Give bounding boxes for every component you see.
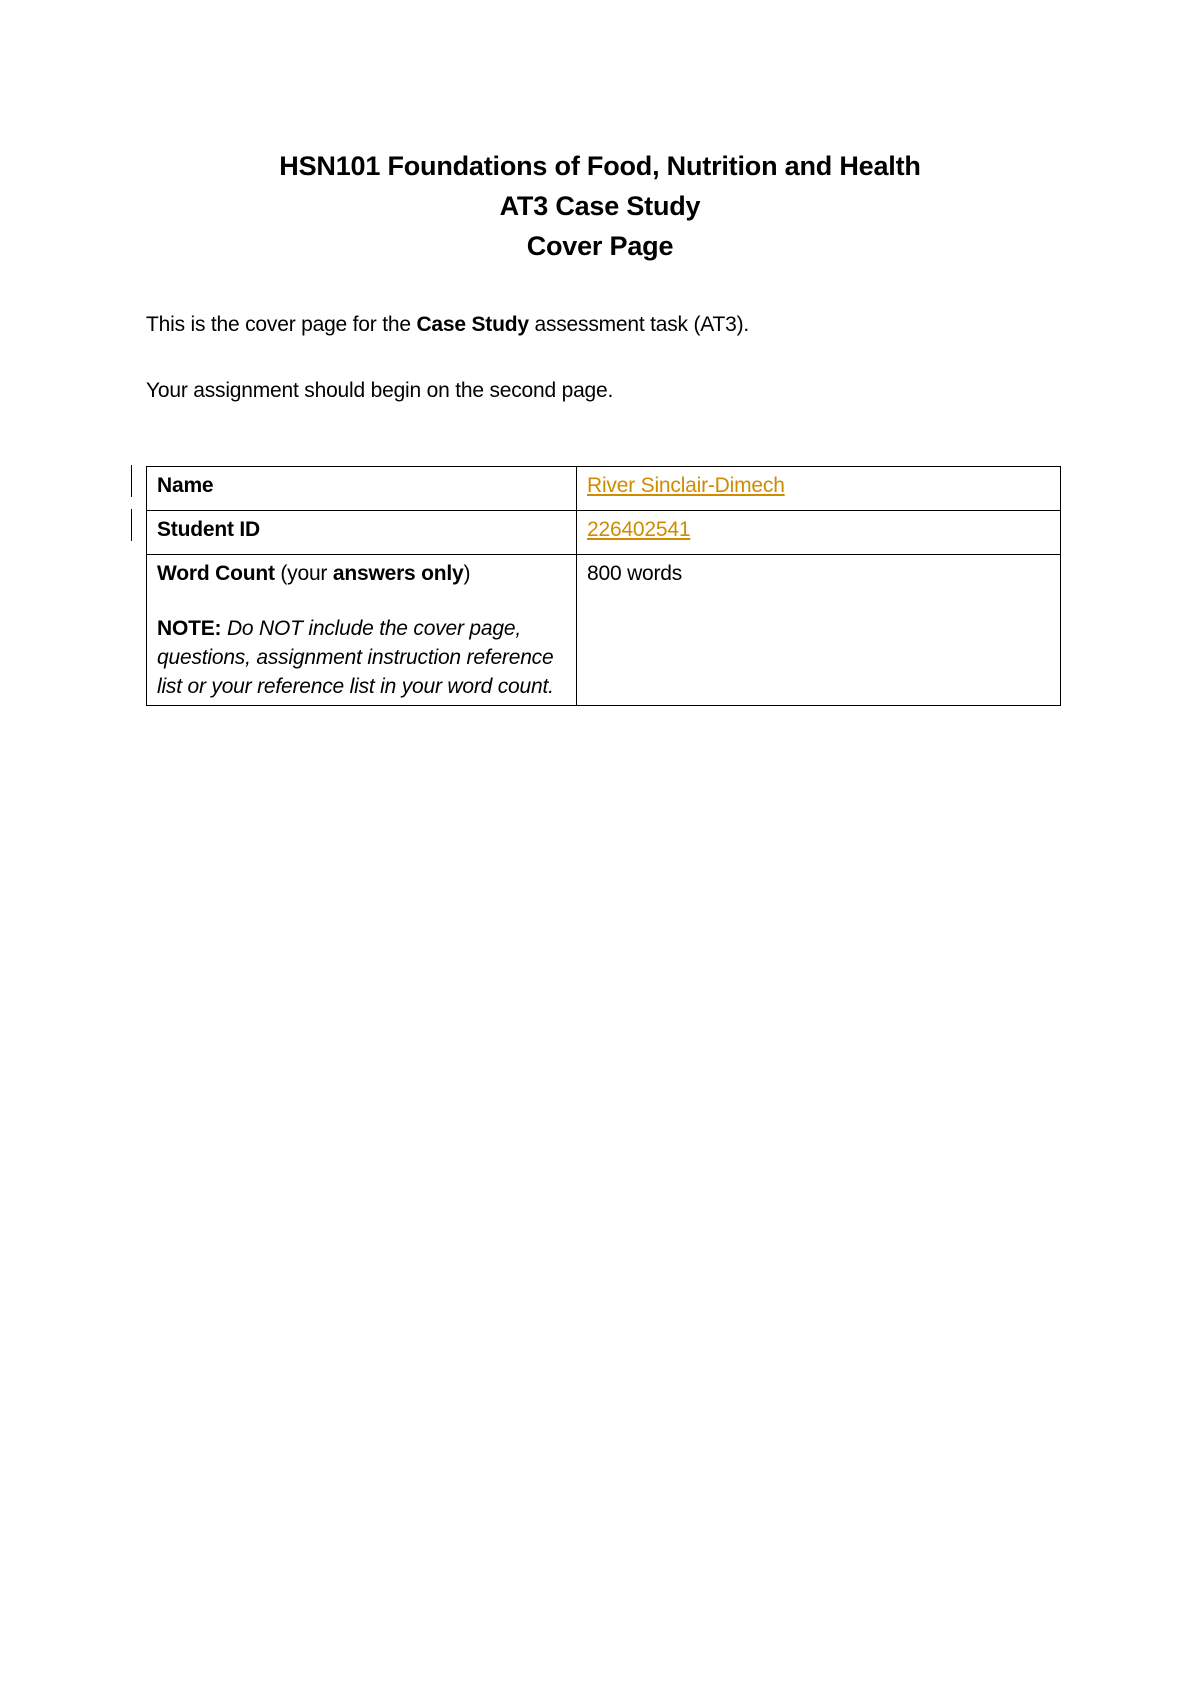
cover-page-title: Cover Page [526, 231, 674, 261]
word-count-label-cell [147, 555, 577, 706]
intro-text-start: This is the cover page for the [146, 313, 417, 336]
table-row [147, 467, 1061, 511]
word-count-label-text: (your [274, 562, 333, 585]
instruction-paragraph: Your assignment should begin on the second page. [146, 379, 614, 402]
name-label-cell [147, 467, 577, 511]
title-block [0, 146, 1200, 266]
revision-bar [131, 509, 132, 541]
word-count-label-bold: Word Count [157, 562, 275, 585]
name-value-cell[interactable] [577, 467, 1061, 511]
intro-paragraph [146, 311, 749, 339]
revision-bar [131, 465, 132, 497]
name-value-field[interactable]: River Sinclair-Dimech [587, 474, 785, 497]
word-count-label [157, 559, 566, 588]
table-row [147, 555, 1061, 706]
student-id-value-cell[interactable] [577, 511, 1061, 555]
student-id-label: Student ID [157, 518, 260, 541]
word-count-label-emphasis: answers only [332, 562, 464, 585]
intro-text-bold: Case Study [416, 313, 529, 336]
student-info-table [146, 466, 1061, 706]
note-label: NOTE: [157, 617, 222, 640]
student-id-label-cell [147, 511, 577, 555]
word-count-label-close: ) [463, 562, 471, 585]
course-title: HSN101 Foundations of Food, Nutrition and Health [279, 151, 921, 181]
word-count-note [157, 614, 566, 701]
word-count-value[interactable]: 800 words [587, 562, 683, 585]
assessment-title: AT3 Case Study [499, 191, 701, 221]
student-id-value-field[interactable]: 226402541 [587, 518, 691, 541]
word-count-value-cell[interactable] [577, 555, 1061, 706]
intro-text-end: assessment task (AT3). [528, 313, 750, 336]
note-text: Do NOT include the cover page, questions, assignment instruction reference list or your reference list in your word count. [157, 617, 554, 698]
name-label: Name [157, 474, 214, 497]
table-row [147, 511, 1061, 555]
